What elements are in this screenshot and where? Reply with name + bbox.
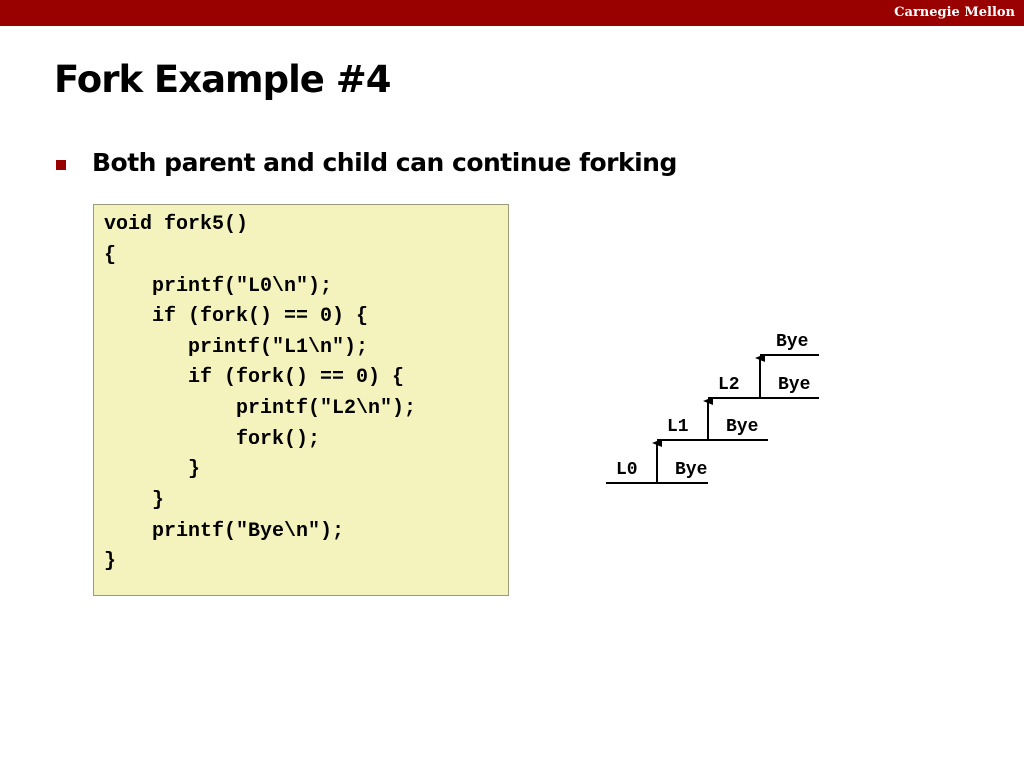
code-line: if (fork() == 0) { [104,366,405,389]
label-bye: Bye [675,460,708,480]
code-line: printf("L0\n"); [104,275,333,298]
code-line: printf("Bye\n"); [104,520,345,543]
code-line: printf("L2\n"); [104,397,417,420]
bullet-text: Both parent and child can continue forking [92,148,677,177]
code-line: } [104,550,117,573]
label-l2: L2 [718,375,740,395]
code-line: fork(); [104,428,321,451]
label-bye: Bye [778,375,811,395]
code-line: } [104,489,165,512]
label-bye: Bye [726,417,759,437]
label-l1: L1 [667,417,689,437]
code-line: if (fork() == 0) { [104,305,369,328]
label-l0: L0 [616,460,638,480]
brand-logo-text: Carnegie Mellon [894,5,1015,20]
code-line: } [104,458,201,481]
code-line: { [104,244,117,267]
label-bye: Bye [776,332,809,352]
slide-title: Fork Example #4 [54,58,391,101]
code-line: printf("L1\n"); [104,336,369,359]
code-line: void fork5() [104,213,249,236]
